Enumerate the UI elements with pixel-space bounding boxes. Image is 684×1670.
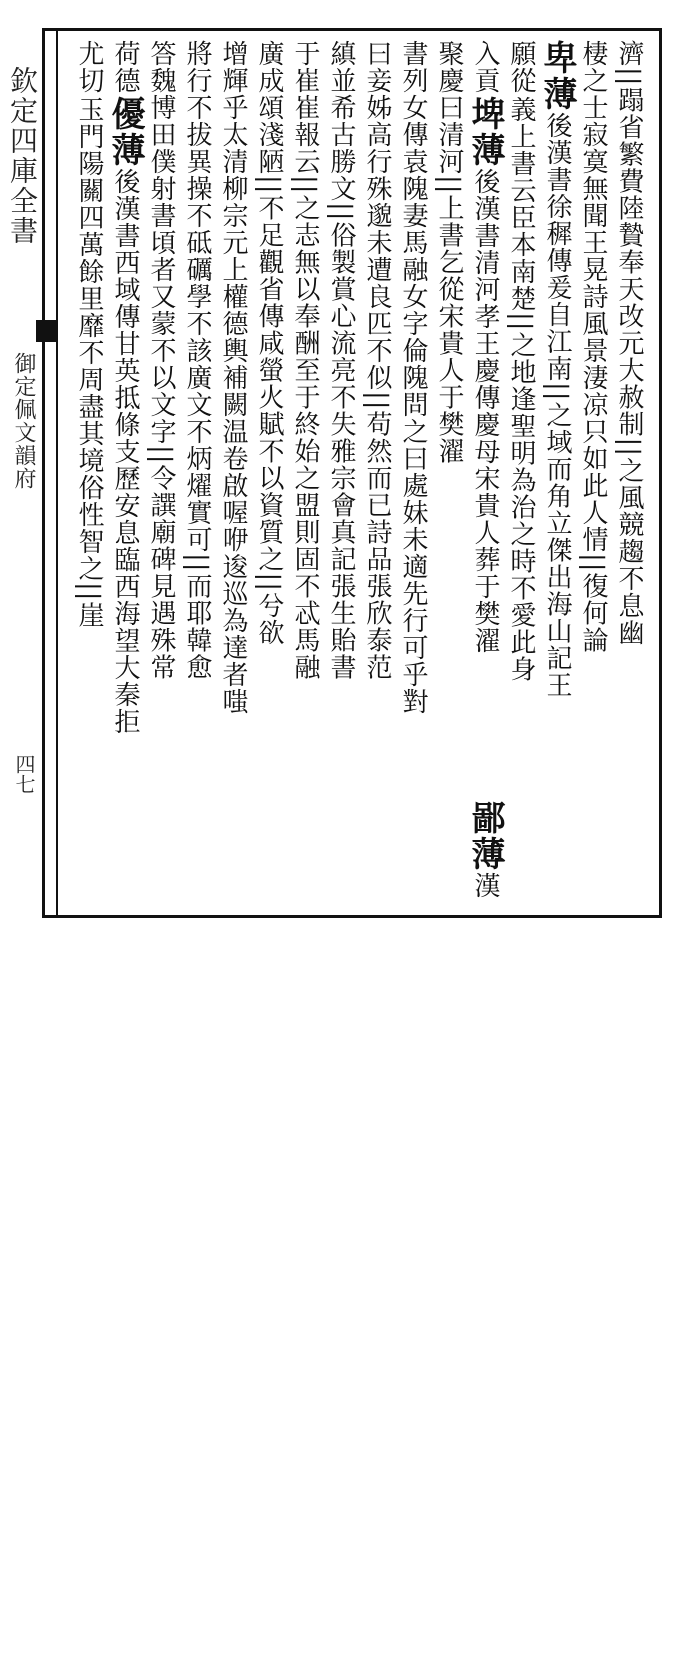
column-text: 濟||蹋省繁費陸贄奉天改元大赦制||之風競趨不息幽 [614,40,644,647]
page-margin [0,32,40,912]
text-column [504,40,538,910]
column-text: 尤切 [74,40,104,94]
column-text: 入貢 [470,40,500,94]
column-text: 答魏博田僕射書頃者又蒙不以文字||令譔廟碑見遇殊常 [146,40,176,681]
text-column [144,40,178,910]
text-column [465,800,505,1670]
text-column [360,40,394,910]
column-text: 棲之士寂寞無聞王晃詩風景淒凉只如此人情||復何論 [578,40,608,654]
text-column [252,40,286,910]
entry-heading: 埤薄 [465,96,505,168]
text-column [396,40,430,910]
column-text: 書列女傳袁隗妻馬融女字倫隗問之曰處妹未適先行可乎對 [398,40,428,715]
text-column [612,40,646,910]
text-column [288,40,322,910]
column-text: 于崔崔報云||之志無以奉酬至于終始之盟則固不忒馬融 [290,40,320,681]
column-text: 義上書云臣本南楚||之地逢聖明為治之時不愛此身 [506,96,536,683]
text-column [432,40,466,910]
column-text: 增輝乎太清柳宗元上權德輿補闕温卷啟喔咿逡巡為達者嗤 [218,40,248,715]
frame-divider [56,28,58,918]
text-column [468,40,502,910]
entry-heading: 卑薄 [537,40,577,112]
column-text: 願從 [506,40,536,94]
column-text: 聚慶曰清河||上書乞從宋貴人于樊濯 [434,40,464,465]
column-text: 後漢書西域傳甘英抵條支歷安息臨西海望大秦拒 [110,168,140,735]
column-text: 縝並希古勝文||俗製賞心流亮不失雅宗會真記張生貽書 [326,40,356,681]
column-text: 將行不拔異操不砥礪學不該廣文不炳燿實可||而耶韓愈 [182,40,212,681]
entry-heading: 鄙薄 [465,800,505,872]
text-column [216,40,250,910]
column-text: 後漢書清河孝王慶傳慶母宋貴人葬于樊濯 [470,168,500,654]
text-column [72,96,106,966]
column-text: 漢 [470,872,500,899]
column-text: 廣成頌淺陋||不足觀省傳咸螢火賦不以資質之||兮欲 [254,40,284,647]
book-subtitle: 御定佩文韻府 [11,352,36,490]
column-text: 曰妾姊高行殊邈未遭良匹不似||苟然而已詩品張欣泰范 [362,40,392,681]
text-column [324,40,358,910]
text-column [576,40,610,910]
column-text: 後漢書徐穉傳爰自江南||之域而角立傑出海山記王 [542,112,572,699]
book-title: 欽定四庫全書 [6,66,39,246]
column-text: 荷德 [110,40,140,94]
page-number: 四七 [12,754,36,794]
text-column [537,40,577,910]
entry-heading: 優薄 [105,96,145,168]
text-column [105,96,145,966]
text-column [180,40,214,910]
column-text: 玉門陽關四萬餘里靡不周盡其境俗性智之||崖 [74,96,104,629]
